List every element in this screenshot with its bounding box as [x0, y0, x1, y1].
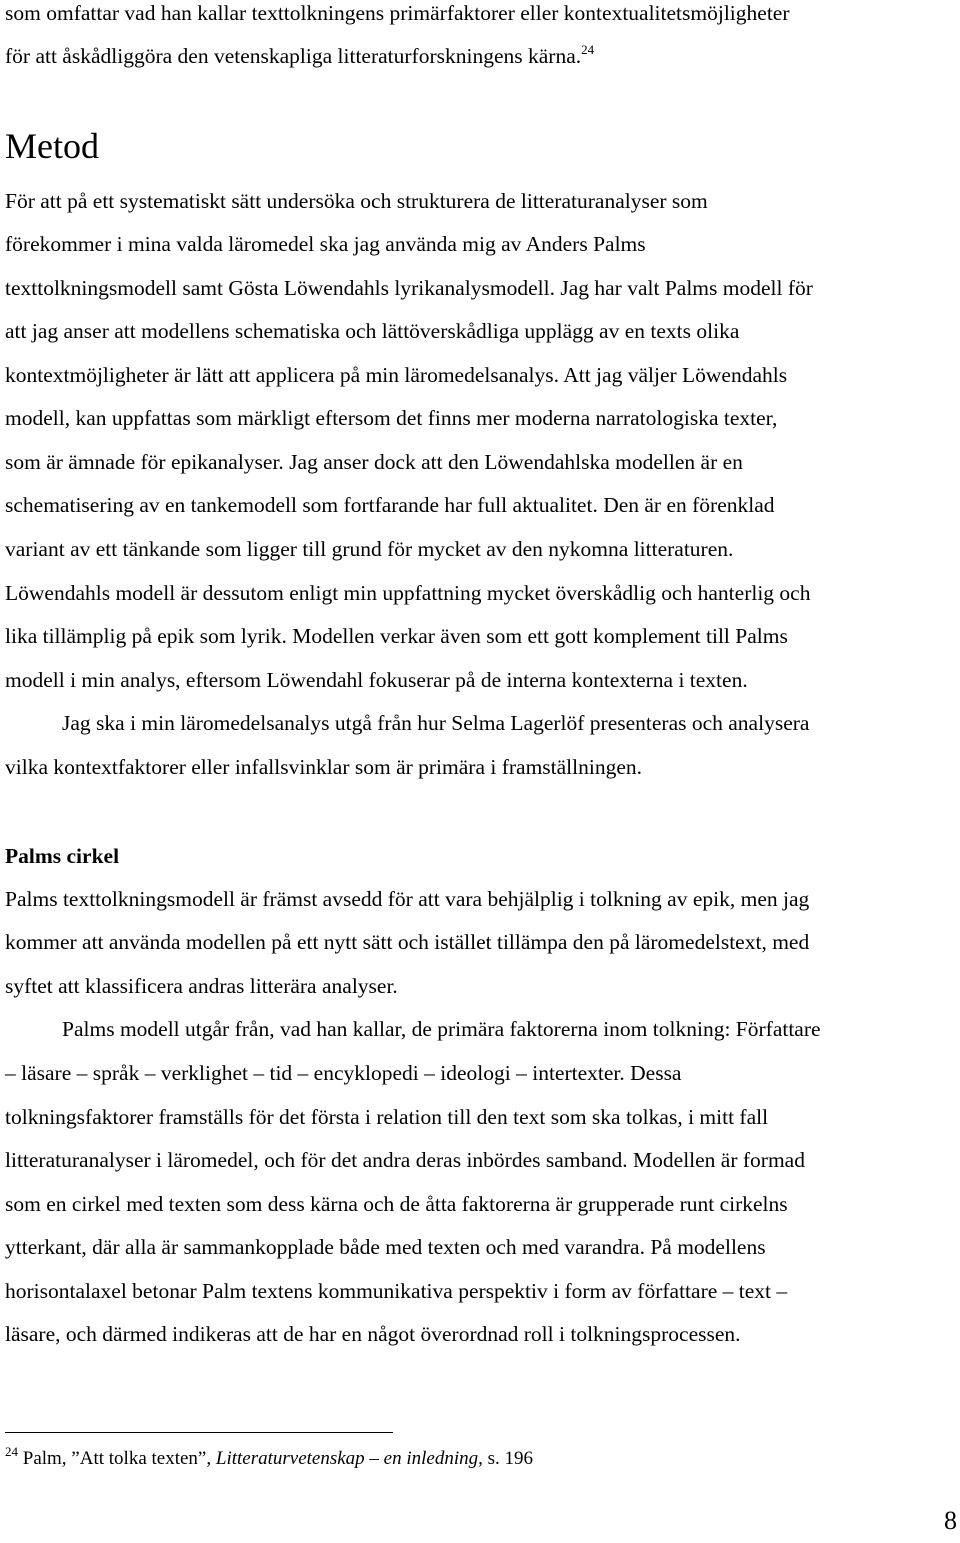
footnote-number: 24	[5, 1444, 18, 1459]
body-text-line: modell, kan uppfattas som märkligt eftersom det finns mer moderna narratologiska texter,	[5, 406, 778, 430]
footnote-book-title: Litteraturvetenskap – en inledning	[215, 1448, 479, 1469]
section-heading-metod: Metod	[5, 126, 99, 166]
body-text-line: vilka kontextfaktorer eller infallsvinklar som är primära i framställningen.	[5, 755, 643, 779]
footnote-divider	[5, 1432, 393, 1433]
footnote-text: Palm, ”Att tolka texten”,	[22, 1448, 216, 1469]
body-text-line: som en cirkel med texten som dess kärna och de åtta faktorerna är grupperade runt cirkelns	[5, 1192, 788, 1216]
body-text-line: kontextmöjligheter är lätt att applicera på min läromedelsanalys. Att jag väljer Löwendahls	[5, 363, 788, 387]
line-text: för att åskådliggöra den vetenskapliga litteraturforskningens kärna.	[5, 44, 582, 68]
body-text-line: texttolkningsmodell samt Gösta Löwendahls lyrikanalysmodell. Jag har valt Palms modell för	[5, 276, 813, 300]
body-text-line: Palms modell utgår från, vad han kallar, de primära faktorerna inom tolkning: Författare	[62, 1017, 821, 1041]
body-text-line: variant av ett tänkande som ligger till grund för mycket av den nykomna litteraturen.	[5, 537, 734, 561]
body-text-line: Palms texttolkningsmodell är främst avsedd för att vara behjälplig i tolkning av epik, men jag	[5, 887, 810, 911]
body-text-line: tolkningsfaktorer framställs för det första i relation till den text som ska tolkas, i mitt fall	[5, 1105, 769, 1129]
footnote-reference[interactable]: 24	[581, 42, 595, 57]
body-text-line: Löwendahls modell är dessutom enligt min uppfattning mycket överskådlig och hanterlig och	[5, 581, 811, 605]
body-text-line: schematisering av en tankemodell som fortfarande har full aktualitet. Den är en förenklad	[5, 493, 775, 517]
footnote-page-ref: , s. 196	[478, 1448, 534, 1469]
body-text-line	[5, 43, 594, 69]
body-text-line: kommer att använda modellen på ett nytt sätt och istället tillämpa den på läromedelstext, med	[5, 930, 810, 954]
section-heading-palms-cirkel: Palms cirkel	[5, 844, 120, 868]
body-text-line: som är ämnade för epikanalyser. Jag anser dock att den Löwendahlska modellen är en	[5, 450, 743, 474]
body-text-line: – läsare – språk – verklighet – tid – encyklopedi – ideologi – intertexter. Dessa	[5, 1061, 682, 1085]
body-text-line: lika tillämplig på epik som lyrik. Modellen verkar även som ett gott komplement till Palms	[5, 624, 788, 648]
body-text-line: För att på ett systematiskt sätt undersöka och strukturera de litteraturanalyser som	[5, 189, 708, 213]
body-text-line: litteraturanalyser i läromedel, och för det andra deras inbördes samband. Modellen är formad	[5, 1148, 805, 1172]
body-text-line: modell i min analys, eftersom Löwendahl fokuserar på de interna kontexterna i texten.	[5, 668, 748, 692]
body-text-line: syftet att klassificera andras litterära analyser.	[5, 974, 398, 998]
footnote	[5, 1446, 533, 1472]
body-text-line: ytterkant, där alla är sammankopplade både med texten och med varandra. På modellens	[5, 1235, 766, 1259]
body-text-line: som omfattar vad han kallar texttolkningens primärfaktorer eller kontextualitetsmöjligheter	[5, 1, 790, 25]
body-text-line: Jag ska i min läromedelsanalys utgå från hur Selma Lagerlöf presenteras och analysera	[62, 711, 810, 735]
body-text-line: förekommer i mina valda läromedel ska jag använda mig av Anders Palms	[5, 232, 646, 256]
body-text-line: att jag anser att modellens schematiska och lättöverskådliga upplägg av en texts olika	[5, 319, 740, 343]
body-text-line: läsare, och därmed indikeras att de har en något överordnad roll i tolkningsprocessen.	[5, 1322, 741, 1346]
body-text-line: horisontalaxel betonar Palm textens kommunikativa perspektiv i form av författare – text –	[5, 1279, 788, 1303]
page-number: 8	[944, 1506, 957, 1535]
